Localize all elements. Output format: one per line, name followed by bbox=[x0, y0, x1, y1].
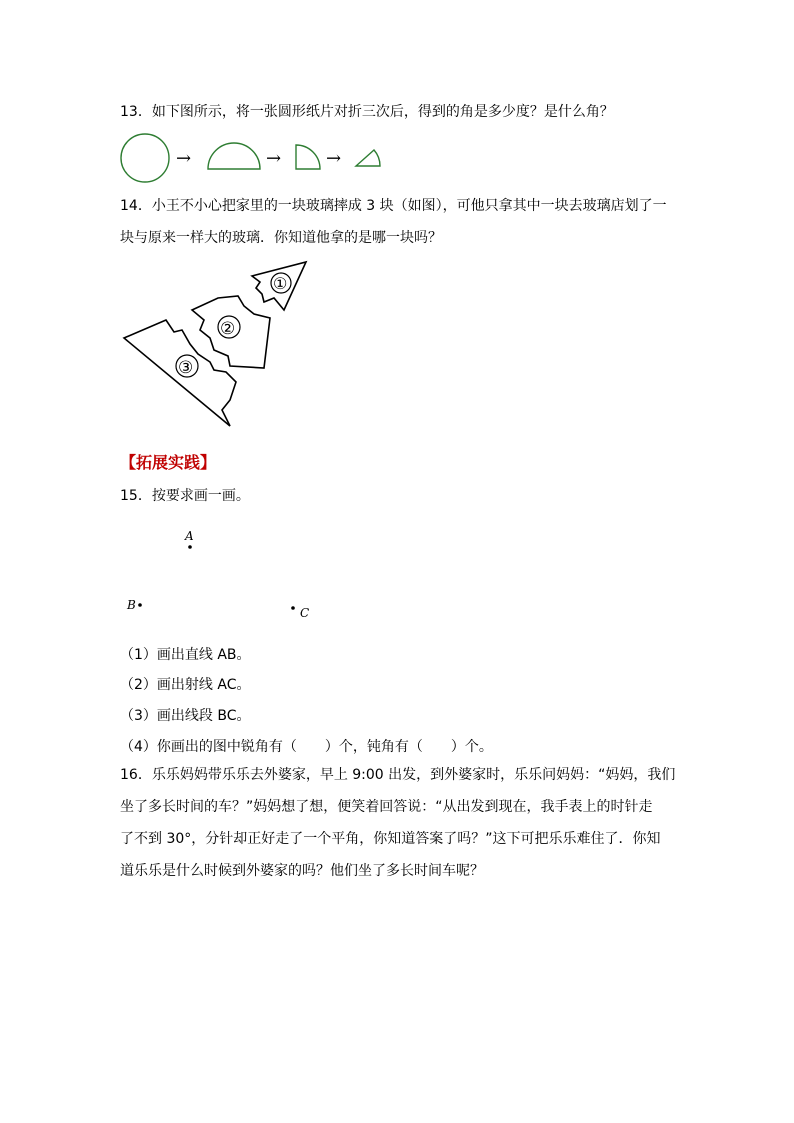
arrow-3: → bbox=[326, 148, 342, 169]
q16-line-2: 坐了多长时间的车？”妈妈想了想，便笑着回答说：“从出发到现在，我手表上的时针走 bbox=[120, 799, 653, 815]
points-figure bbox=[118, 522, 318, 626]
point-c-label: C bbox=[300, 606, 310, 620]
quarter-circle-shape bbox=[296, 145, 320, 169]
q14-line-1: 14．小王不小心把家里的一块玻璃摔成 3 块（如图），可他只拿其中一块去玻璃店划了一 bbox=[120, 198, 667, 214]
q15-item-3: （3）画出线段 BC。 bbox=[120, 708, 251, 724]
glass-piece-3-label: ③ bbox=[178, 358, 194, 378]
eighth-circle-shape bbox=[356, 150, 380, 166]
full-circle-shape bbox=[121, 134, 169, 182]
q15-item-2: （2）画出射线 AC。 bbox=[120, 677, 251, 693]
q15-item-4: （4）你画出的图中锐角有（ ）个，钝角有（ ）个。 bbox=[120, 739, 493, 755]
arrow-1: → bbox=[176, 148, 192, 169]
q16-line-4: 道乐乐是什么时候到外婆家的吗？他们坐了多长时间车呢？ bbox=[120, 863, 484, 879]
arrow-2: → bbox=[266, 148, 282, 169]
semicircle-shape bbox=[208, 143, 260, 169]
section-title: 【拓展实践】 bbox=[120, 453, 217, 472]
q13-text: 13．如下图所示，将一张圆形纸片对折三次后，得到的角是多少度？是什么角？ bbox=[120, 104, 614, 120]
q16-line-3: 了不到 30°，分针却正好走了一个平角，你知道答案了吗？”这下可把乐乐难住了．你知 bbox=[120, 831, 661, 847]
point-a-dot bbox=[188, 545, 192, 549]
q14-line-2: 块与原来一样大的玻璃．你知道他拿的是哪一块吗？ bbox=[120, 230, 442, 246]
point-b-label: B bbox=[127, 598, 136, 612]
q15-item-1: （1）画出直线 AB。 bbox=[120, 647, 251, 663]
point-a-label: A bbox=[185, 529, 194, 543]
q16-line-1: 16．乐乐妈妈带乐乐去外婆家，早上 9:00 出发，到外婆家时，乐乐问妈妈：“妈妈，我们 bbox=[120, 767, 676, 783]
folding-figure bbox=[118, 133, 388, 185]
glass-piece-1-label: ① bbox=[273, 274, 288, 293]
point-b-dot bbox=[138, 603, 142, 607]
glass-piece-2-label: ② bbox=[220, 319, 236, 339]
q15-text: 15．按要求画一画。 bbox=[120, 488, 250, 504]
broken-glass-figure bbox=[118, 258, 318, 436]
point-c-dot bbox=[291, 606, 295, 610]
